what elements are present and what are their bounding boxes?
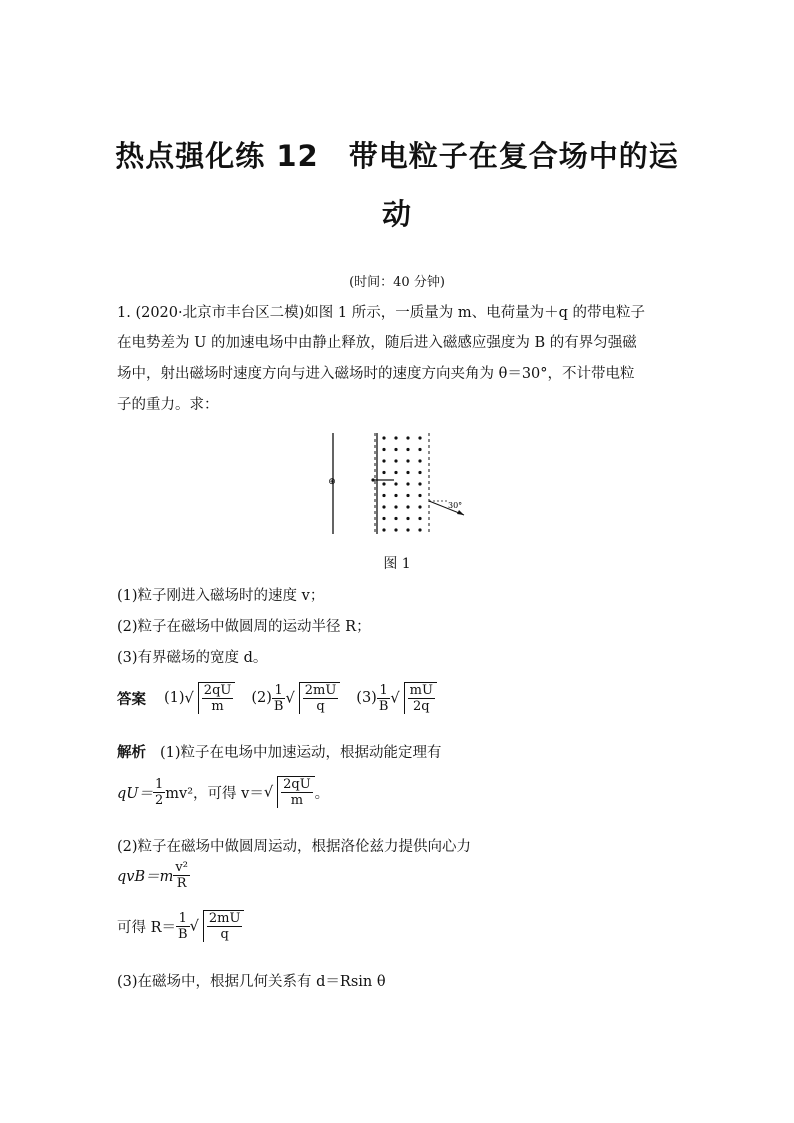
problem-text-line-3: 场中，射出磁场时速度方向与进入磁场时的速度方向夹角为 θ＝30°，不计带电粒 [117, 366, 635, 382]
field-dot [418, 459, 421, 462]
answer-1-prefix: (1) [164, 690, 185, 706]
exit-arrow-head-icon [457, 510, 464, 515]
equation-3: 可得 R＝ $\frac{1}{B}$ √ $\frac{2mU}{q}$ [117, 910, 244, 942]
field-dot [394, 471, 397, 474]
answer-2-coef: $\frac{1}{B}$ [273, 682, 284, 714]
field-dot [418, 505, 421, 508]
field-dot [394, 528, 397, 531]
figure-1-diagram [320, 428, 470, 538]
equation-1: qU＝ $\frac{1}{2}$ mv²，可得 v＝ √ $\frac{2qU}{m}$ 。 [117, 776, 330, 808]
field-dot [418, 436, 421, 439]
charge-symbol: ⊕ [328, 477, 336, 487]
field-dot [406, 482, 409, 485]
field-dot [418, 448, 421, 451]
field-dot [382, 459, 385, 462]
question-2: (2)粒子在磁场中做圆周的运动半径 R； [117, 619, 371, 635]
problem-text-line-2: 在电势差为 U 的加速电场中由静止释放，随后进入磁感应强度为 B 的有界匀强磁 [117, 335, 637, 351]
analysis-label: 解析 [117, 745, 146, 761]
field-dot [406, 448, 409, 451]
field-dot [406, 494, 409, 497]
question-1: (1)粒子刚进入磁场时的速度 v； [117, 588, 325, 604]
answer-1-sqrt: √ $\frac{2qU}{m}$ [185, 682, 236, 714]
question-3: (3)有界磁场的宽度 d。 [117, 650, 268, 666]
field-dot [406, 459, 409, 462]
field-dot [406, 436, 409, 439]
field-dot [382, 448, 385, 451]
field-dot [418, 471, 421, 474]
field-dot [382, 471, 385, 474]
answer-row [117, 682, 437, 714]
field-dot [406, 505, 409, 508]
analysis-para-1: 解析 (1)粒子在电场中加速运动，根据动能定理有 [117, 745, 442, 761]
problem-text-line-4: 子的重力。求： [117, 397, 219, 413]
field-dot [394, 482, 397, 485]
field-dot [394, 494, 397, 497]
field-dot [406, 528, 409, 531]
field-dot [382, 505, 385, 508]
field-dot [394, 505, 397, 508]
answer-2-sqrt: √ $\frac{2mU}{q}$ [285, 682, 340, 714]
analysis-para-2: (2)粒子在磁场中做圆周运动，根据洛伦兹力提供向心力 [117, 839, 472, 855]
field-dot [394, 448, 397, 451]
field-dot [394, 459, 397, 462]
field-dot [382, 494, 385, 497]
field-dot [382, 436, 385, 439]
answer-3-prefix: (3) [356, 690, 377, 706]
field-dot [394, 517, 397, 520]
equation-2: qvB＝m $\frac{\text{v²}}{R}$ [117, 860, 188, 891]
field-dot [382, 517, 385, 520]
page-title-line1: 热点强化练 12 带电粒子在复合场中的运 [115, 139, 679, 173]
answer-2-prefix: (2) [251, 690, 272, 706]
answer-3-coef: $\frac{1}{B}$ [378, 682, 389, 714]
figure-caption: 图 1 [383, 556, 411, 572]
angle-label: 30° [448, 501, 463, 510]
field-dot [382, 528, 385, 531]
field-dot [394, 436, 397, 439]
page-title-line2: 动 [381, 197, 412, 231]
field-dot [406, 471, 409, 474]
entry-point [371, 478, 374, 481]
field-dot [406, 517, 409, 520]
answer-3-sqrt: √ $\frac{mU}{2q}$ [390, 682, 437, 714]
field-dot [382, 482, 385, 485]
problem-text-line-1: 1. (2020·北京市丰台区二模)如图 1 所示，一质量为 m、电荷量为＋q 的带电粒子 [117, 305, 645, 321]
field-dot [418, 482, 421, 485]
field-dot [418, 517, 421, 520]
magnetic-field-dots [382, 436, 421, 531]
field-dot [418, 528, 421, 531]
field-dot [418, 494, 421, 497]
answer-label: 答案 [117, 691, 146, 708]
time-note: (时间：40 分钟) [349, 275, 445, 290]
analysis-para-3: (3)在磁场中，根据几何关系有 d＝Rsin θ [117, 974, 386, 990]
